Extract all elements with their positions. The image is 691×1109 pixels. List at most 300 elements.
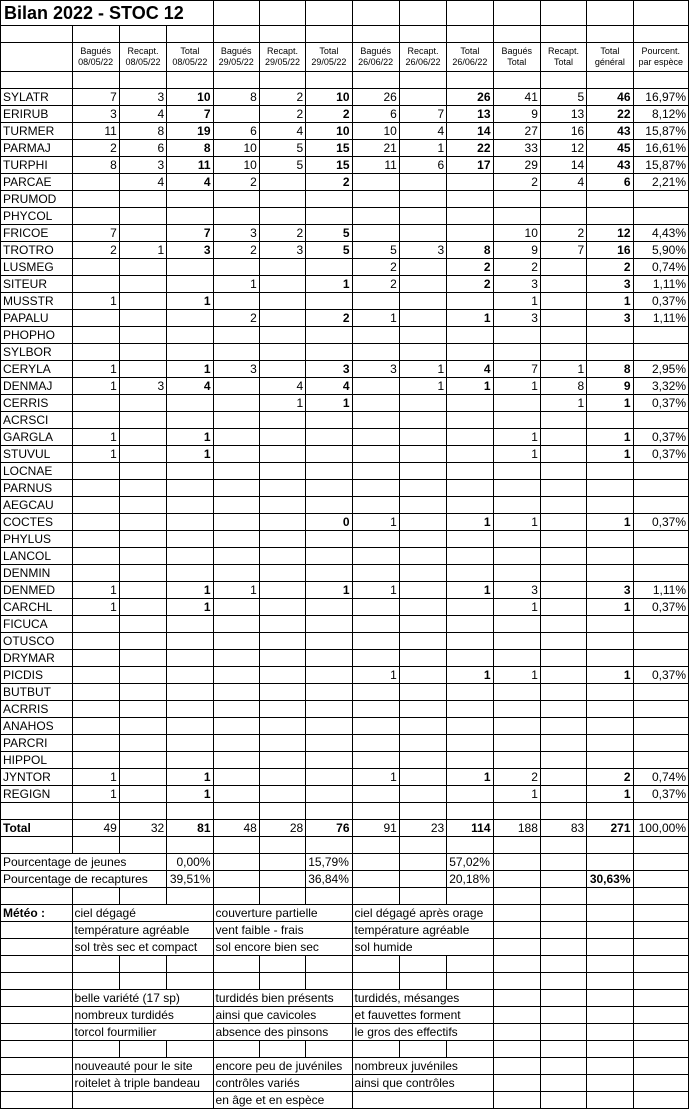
data-cell [72, 718, 119, 735]
data-cell [493, 701, 540, 718]
data-cell: 2 [540, 225, 586, 242]
data-cell: 1 [72, 293, 119, 310]
data-cell: 12 [587, 225, 633, 242]
data-cell [167, 531, 213, 548]
header-line-2: par espèce [638, 57, 684, 67]
data-cell [306, 191, 352, 208]
empty-cell [587, 956, 633, 973]
empty-cell [259, 854, 305, 871]
data-cell [259, 327, 305, 344]
empty-cell [1, 1075, 73, 1092]
empty-cell [493, 1058, 540, 1075]
data-cell [540, 684, 586, 701]
data-cell: 1,11% [633, 310, 688, 327]
data-cell [167, 752, 213, 769]
data-cell [352, 650, 399, 667]
data-cell: 3 [352, 361, 399, 378]
empty-cell [399, 803, 446, 820]
data-cell [259, 174, 305, 191]
data-cell: 43 [587, 157, 633, 174]
data-cell [352, 344, 399, 361]
data-cell: 8,12% [633, 106, 688, 123]
data-cell: 1 [72, 429, 119, 446]
data-cell: 10 [306, 89, 352, 106]
data-cell: 0 [306, 514, 352, 531]
data-cell: 5,90% [633, 242, 688, 259]
data-cell [213, 395, 259, 412]
empty-cell [399, 956, 446, 973]
data-cell: 2 [306, 174, 352, 191]
empty-cell [352, 26, 399, 43]
sheet-row [1, 123, 689, 140]
data-cell [306, 548, 352, 565]
empty-cell [167, 1041, 213, 1058]
data-cell [259, 633, 305, 650]
data-cell: 8 [213, 89, 259, 106]
data-cell [352, 599, 399, 616]
data-cell [259, 463, 305, 480]
data-cell [540, 701, 586, 718]
data-cell [540, 429, 586, 446]
data-cell [167, 650, 213, 667]
empty-cell [306, 973, 352, 990]
data-cell [493, 191, 540, 208]
data-cell [119, 497, 166, 514]
data-cell: 1 [447, 378, 493, 395]
data-cell [399, 514, 446, 531]
empty-cell [633, 871, 688, 888]
data-cell: 4 [447, 361, 493, 378]
data-cell [399, 446, 446, 463]
data-cell [633, 633, 688, 650]
data-cell: 5 [352, 242, 399, 259]
data-cell: 27 [493, 123, 540, 140]
empty-cell [587, 939, 633, 956]
data-cell [633, 735, 688, 752]
data-cell [167, 633, 213, 650]
data-cell [352, 378, 399, 395]
sheet-row [1, 990, 689, 1007]
data-cell [447, 480, 493, 497]
data-cell: 3 [587, 310, 633, 327]
empty-cell [493, 803, 540, 820]
empty-cell [447, 1, 493, 26]
data-cell [447, 684, 493, 701]
data-cell [447, 497, 493, 514]
data-cell [633, 531, 688, 548]
data-cell [119, 667, 166, 684]
data-cell: 1 [587, 429, 633, 446]
data-cell [399, 429, 446, 446]
data-cell: 2,21% [633, 174, 688, 191]
data-cell: 41 [493, 89, 540, 106]
data-cell [633, 327, 688, 344]
data-cell [352, 327, 399, 344]
note-text: en âge et en espèce [213, 1092, 352, 1109]
data-cell: 1 [447, 667, 493, 684]
data-cell [352, 412, 399, 429]
data-cell: 2 [587, 769, 633, 786]
column-header [352, 43, 399, 72]
empty-cell [352, 1, 399, 26]
species-code: PARCAE [1, 174, 73, 191]
data-cell: 1 [540, 395, 586, 412]
empty-cell [399, 854, 446, 871]
data-cell [352, 446, 399, 463]
data-cell [259, 718, 305, 735]
empty-cell [540, 905, 586, 922]
data-cell [447, 293, 493, 310]
note-text: nouveauté pour le site [72, 1058, 213, 1075]
empty-cell [587, 1075, 633, 1092]
data-cell [119, 701, 166, 718]
empty-cell [633, 803, 688, 820]
data-cell: 1 [352, 667, 399, 684]
data-cell [447, 786, 493, 803]
header-line-1: Recapt. [127, 46, 159, 56]
species-code: SITEUR [1, 276, 73, 293]
data-cell [259, 344, 305, 361]
empty-cell [306, 72, 352, 89]
species-code: STUVUL [1, 446, 73, 463]
empty-cell [633, 939, 688, 956]
data-cell [587, 191, 633, 208]
empty-cell [633, 905, 688, 922]
data-cell [119, 276, 166, 293]
note-text: belle variété (17 sp) [72, 990, 213, 1007]
pct-recaptures-2: 36,84% [306, 871, 352, 888]
empty-cell [633, 1041, 688, 1058]
data-cell [167, 497, 213, 514]
header-line-1: Recapt. [548, 46, 580, 56]
empty-cell [633, 1075, 688, 1092]
data-cell [213, 667, 259, 684]
data-cell [213, 752, 259, 769]
empty-cell [167, 803, 213, 820]
header-line-2: 26/06/22 [405, 57, 441, 67]
empty-cell [259, 26, 305, 43]
sheet-row [1, 752, 689, 769]
empty-cell [1, 888, 73, 905]
note-text: vent faible - frais [213, 922, 352, 939]
empty-cell [213, 871, 259, 888]
data-cell: 7 [540, 242, 586, 259]
data-cell [587, 548, 633, 565]
data-cell: 5 [259, 140, 305, 157]
data-cell [259, 412, 305, 429]
header-line-1: Total [460, 46, 480, 56]
empty-cell [540, 72, 586, 89]
data-cell [587, 701, 633, 718]
data-cell [587, 463, 633, 480]
column-header [633, 43, 688, 72]
data-cell [119, 463, 166, 480]
data-cell: 1 [213, 582, 259, 599]
data-cell: 1 [167, 446, 213, 463]
column-header [493, 43, 540, 72]
data-cell [259, 582, 305, 599]
data-cell [493, 497, 540, 514]
total-cell: 49 [72, 820, 119, 837]
column-header [72, 43, 119, 72]
data-cell [259, 208, 305, 225]
data-cell [540, 565, 586, 582]
data-cell: 0,37% [633, 667, 688, 684]
sheet-row [1, 412, 689, 429]
pct-recaptures-1: 39,51% [167, 871, 213, 888]
data-cell [587, 327, 633, 344]
data-cell [399, 327, 446, 344]
species-code: PRUMOD [1, 191, 73, 208]
empty-cell [1, 973, 73, 990]
sheet-row [1, 735, 689, 752]
sheet-row [1, 905, 689, 922]
data-cell [259, 276, 305, 293]
sheet-row [1, 650, 689, 667]
data-cell [399, 769, 446, 786]
data-cell [213, 378, 259, 395]
empty-cell [587, 1041, 633, 1058]
data-cell [352, 429, 399, 446]
data-cell [447, 446, 493, 463]
data-cell [213, 327, 259, 344]
data-cell: 14 [540, 157, 586, 174]
data-cell [119, 361, 166, 378]
empty-cell [633, 1, 688, 26]
data-cell [540, 650, 586, 667]
data-cell: 19 [167, 123, 213, 140]
empty-cell [72, 26, 119, 43]
data-cell [213, 684, 259, 701]
data-cell [399, 599, 446, 616]
data-cell [493, 548, 540, 565]
sheet-row [1, 1007, 689, 1024]
data-cell [213, 531, 259, 548]
data-cell [587, 344, 633, 361]
data-cell: 7 [167, 225, 213, 242]
sheet-row [1, 769, 689, 786]
data-cell [352, 293, 399, 310]
data-cell [399, 293, 446, 310]
empty-cell [587, 1024, 633, 1041]
header-line-1: Bagués [220, 46, 252, 56]
data-cell [306, 412, 352, 429]
total-cell: 48 [213, 820, 259, 837]
data-cell [447, 327, 493, 344]
data-cell: 1 [72, 769, 119, 786]
data-cell: 5 [540, 89, 586, 106]
empty-cell [587, 72, 633, 89]
empty-cell [1, 1058, 73, 1075]
data-cell [72, 395, 119, 412]
species-code: TROTRO [1, 242, 73, 259]
data-cell [72, 565, 119, 582]
data-cell [540, 310, 586, 327]
data-cell: 22 [447, 140, 493, 157]
data-cell [540, 769, 586, 786]
sheet-row [1, 616, 689, 633]
empty-cell [633, 888, 688, 905]
data-cell: 1 [167, 599, 213, 616]
species-code: DENMAJ [1, 378, 73, 395]
empty-cell [167, 72, 213, 89]
data-cell [399, 565, 446, 582]
data-cell: 4 [540, 174, 586, 191]
empty-cell [493, 26, 540, 43]
sheet-row [1, 565, 689, 582]
sheet-row [1, 293, 689, 310]
sheet-row [1, 514, 689, 531]
empty-cell [399, 1, 446, 26]
species-code: OTUSCO [1, 633, 73, 650]
data-cell [399, 650, 446, 667]
data-cell [587, 718, 633, 735]
empty-cell [213, 854, 259, 871]
data-cell: 1 [72, 361, 119, 378]
data-cell: 6 [119, 140, 166, 157]
data-cell: 1 [167, 582, 213, 599]
data-cell [633, 344, 688, 361]
note-text: nombreux juvéniles [352, 1058, 493, 1075]
data-cell [213, 633, 259, 650]
data-cell [259, 429, 305, 446]
data-cell [399, 701, 446, 718]
species-code: TURMER [1, 123, 73, 140]
data-cell: 1 [540, 361, 586, 378]
data-cell [259, 310, 305, 327]
species-code: CERYLA [1, 361, 73, 378]
data-cell [119, 327, 166, 344]
species-code: LOCNAE [1, 463, 73, 480]
empty-cell [306, 956, 352, 973]
data-cell: 0,74% [633, 259, 688, 276]
data-cell [587, 650, 633, 667]
data-cell [119, 225, 166, 242]
pct-jeunes-label: Pourcentage de jeunes [1, 854, 167, 871]
empty-cell [540, 1024, 586, 1041]
header-line-1: Recapt. [267, 46, 299, 56]
species-code: PHYCOL [1, 208, 73, 225]
data-cell: 2 [259, 89, 305, 106]
data-cell: 2 [352, 276, 399, 293]
data-cell: 7 [72, 225, 119, 242]
data-cell: 1 [72, 378, 119, 395]
empty-cell [587, 854, 633, 871]
empty-cell [259, 1041, 305, 1058]
data-cell [399, 582, 446, 599]
empty-cell [493, 922, 540, 939]
sheet-row [1, 378, 689, 395]
data-cell [633, 480, 688, 497]
header-line-2: 26/06/22 [358, 57, 394, 67]
empty-cell [493, 1024, 540, 1041]
data-cell [119, 786, 166, 803]
sheet-row [1, 633, 689, 650]
data-cell [259, 361, 305, 378]
data-cell [352, 225, 399, 242]
data-cell [213, 191, 259, 208]
empty-cell [587, 990, 633, 1007]
data-cell [72, 344, 119, 361]
column-header [587, 43, 633, 72]
data-cell [633, 497, 688, 514]
data-cell: 0,37% [633, 786, 688, 803]
column-header [540, 43, 586, 72]
data-cell [493, 616, 540, 633]
empty-cell [587, 26, 633, 43]
data-cell [540, 667, 586, 684]
data-cell [399, 276, 446, 293]
sheet-row [1, 684, 689, 701]
empty-cell [352, 837, 399, 854]
data-cell: 16 [540, 123, 586, 140]
sheet-title: Bilan 2022 - STOC 12 [1, 1, 214, 26]
data-cell [167, 684, 213, 701]
empty-cell [633, 1024, 688, 1041]
empty-cell [447, 973, 493, 990]
header-line-1: Total [600, 46, 620, 56]
data-cell [259, 599, 305, 616]
data-cell [213, 446, 259, 463]
sheet-row [1, 310, 689, 327]
sheet-row [1, 208, 689, 225]
data-cell [493, 718, 540, 735]
sheet-row [1, 327, 689, 344]
data-cell [306, 531, 352, 548]
data-cell [72, 259, 119, 276]
data-cell: 8 [119, 123, 166, 140]
note-text: sol encore bien sec [213, 939, 352, 956]
data-cell [399, 344, 446, 361]
column-header [399, 43, 446, 72]
data-cell: 3 [493, 276, 540, 293]
sheet-row [1, 1041, 689, 1058]
data-cell: 1 [399, 361, 446, 378]
data-cell: 1 [447, 310, 493, 327]
data-cell [447, 463, 493, 480]
data-cell: 1 [447, 514, 493, 531]
data-cell: 1 [167, 293, 213, 310]
data-cell: 10 [167, 89, 213, 106]
empty-cell [352, 871, 399, 888]
empty-cell [119, 72, 166, 89]
data-cell [259, 548, 305, 565]
empty-cell [167, 973, 213, 990]
species-code: PAPALU [1, 310, 73, 327]
data-cell: 6 [213, 123, 259, 140]
data-cell [540, 531, 586, 548]
data-cell [306, 208, 352, 225]
data-cell [119, 293, 166, 310]
data-cell: 1 [167, 786, 213, 803]
data-cell: 1 [167, 769, 213, 786]
note-text: ciel dégagé [72, 905, 213, 922]
data-cell [72, 752, 119, 769]
data-cell [306, 616, 352, 633]
data-cell [447, 599, 493, 616]
data-cell [167, 718, 213, 735]
data-cell: 8 [540, 378, 586, 395]
data-cell [306, 497, 352, 514]
data-cell: 3 [119, 378, 166, 395]
pct-jeunes-2: 15,79% [306, 854, 352, 871]
header-line-1: Recapt. [407, 46, 439, 56]
data-cell [119, 769, 166, 786]
data-cell [306, 565, 352, 582]
header-line-1: Bagués [80, 46, 111, 56]
total-cell: 91 [352, 820, 399, 837]
data-cell [540, 599, 586, 616]
